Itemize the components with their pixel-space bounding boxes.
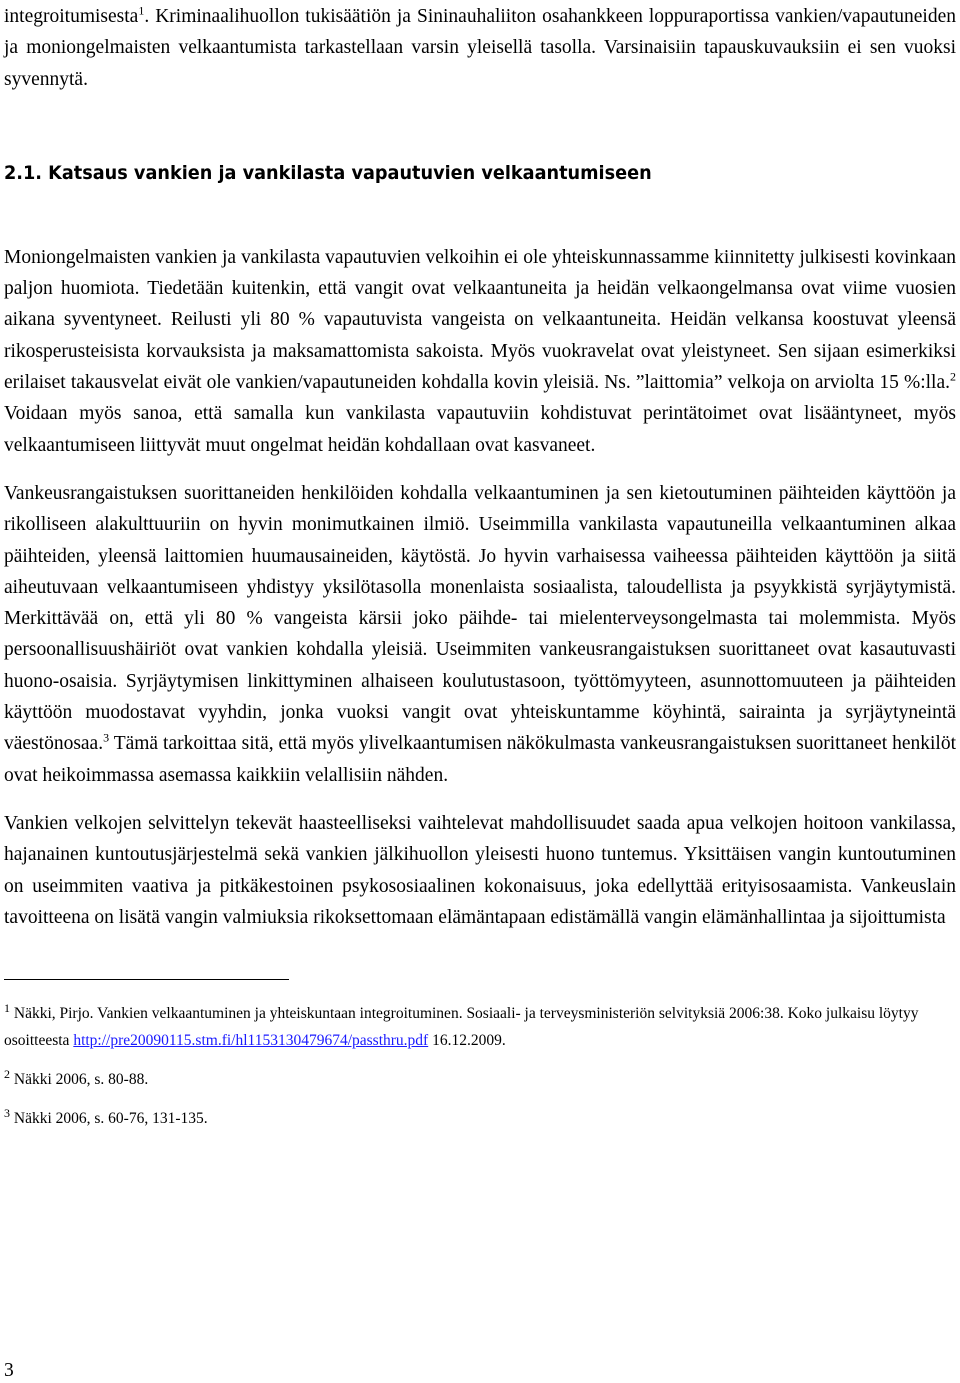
intro-paragraph bbox=[4, 1, 956, 95]
footnote-3-text: Näkki 2006, s. 60-76, 131-135. bbox=[10, 1110, 208, 1128]
document-page bbox=[4, 0, 956, 1132]
footnote-1 bbox=[4, 1000, 956, 1054]
footnote-1-link[interactable]: http://pre20090115.stm.fi/hl1153130479674/passthru.pdf bbox=[73, 1032, 429, 1050]
intro-text-end: . Kriminaalihuollon tukisäätiön ja Sininauhaliiton osahankkeen loppuraportissa vankien/vapautuneiden ja moniongelmaisten velkaantumista tarkastellaan varsin yleisellä tasolla. Varsinaisiin tapauskuvauksiin ei sen vuoksi syvennytä. bbox=[4, 6, 956, 90]
footnote-1-text: Näkki, Pirjo. Vankien velkaantuminen ja yhteiskuntaan integroituminen. Sosiaali- ja terveysministeriön selvityksiä 2006:38. Koko julkaisu löytyy osoitteesta bbox=[4, 1005, 919, 1050]
footnote-number: 1 bbox=[4, 1000, 10, 1015]
intro-text-start: integroitumisesta bbox=[4, 6, 139, 27]
footnote-ref-2[interactable]: 2 bbox=[950, 369, 956, 384]
page-number: 3 bbox=[4, 1360, 14, 1381]
paragraph-1-text-start: Moniongelmaisten vankien ja vankilasta vapautuvien velkoihin ei ole yhteiskunnassamme kiinnitetty julkisesti kovinkaan paljon huomiota. Tiedetään kuitenkin, että vangit ovat velkaantuneita ja heidän velkaongelmansa ovat viime vuosien aikana syventyneet. Reilusti yli 80 % vapautuvista vangeista on velkaantuneita. Heidän velkansa koostuvat yleensä rikosperusteisista korvauksista ja maksamattomista sakoista. Myös vuokravelat ovat yleistyneet. Sen sijaan esimerkiksi erilaiset takausvelat eivät ole vankien/vapautuneiden kohdalla kovin yleisiä. Ns. ”laittomia” velkoja on arviolta 15 %:lla. bbox=[4, 246, 956, 394]
paragraph-2-text-end: Tämä tarkoittaa sitä, että myös ylivelkaantumisen näkökulmasta vankeusrangaistuksen suorittaneet henkilöt ovat heikoimmassa asemassa kaikkiin velallisiin nähden. bbox=[4, 733, 956, 786]
footnote-1-date: 16.12.2009. bbox=[428, 1032, 506, 1050]
section-heading: 2.1. Katsaus vankien ja vankilasta vapautuvien velkaantumiseen bbox=[4, 161, 652, 184]
body-paragraph-3: Vankien velkojen selvittelyn tekevät haasteelliseksi vaihtelevat mahdollisuudet saada apua velkojen hoitoon vankilassa, hajanainen kuntoutusjärjestelmä sekä vankien jälkihuollon yleisesti huono tuntemus. Yksittäisen vangin kuntoutuminen on useimmiten vaativa ja pitkäkestoinen psykososiaalinen kokonaisuus, joka edellyttää erityisosaamista. Vankeuslain tavoitteena on lisätä vangin valmiuksia rikoksettomaan elämäntapaan edistämällä vangin elämänhallintaa ja sijoittumista bbox=[4, 812, 956, 928]
footnote-2-text: Näkki 2006, s. 80-88. bbox=[10, 1071, 149, 1089]
body-paragraph-1 bbox=[4, 242, 956, 461]
footnote-ref-1[interactable]: 1 bbox=[138, 3, 145, 18]
footnote-number: 3 bbox=[4, 1105, 10, 1120]
paragraph-2-text-start: Vankeusrangaistuksen suorittaneiden henkilöiden kohdalla velkaantuminen ja sen kietoutuminen päihteiden käyttöön ja rikolliseen alakulttuuriin on hyvin monimutkainen ilmiö. Useimmilla vankilasta vapautuneilla velkaantuminen alkaa päihteiden, yleensä laittomien huumausaineiden, käytöstä. Jo hyvin varhaisessa vaiheessa päihteiden käyttöön ja siitä aiheutuvaan velkaantumiseen yhdistyy yksilötasolla monenlaista sosiaalista, taloudellista ja psyykkistä syrjäytymistä. Merkittävää on, että yli 80 % vangeista kärsii joko päihde- tai mielenterveysongelmasta tai molemmista. Myös persoonallisuushäiriöt ovat vankien kohdalla yleisiä. Useimmiten vankeusrangaistuksen suorittaneet ovat kasautuvasti huono-osaisia. Syrjäytymisen linkittyminen alhaiseen koulutustasoon, työttömyyteen, asunnottomuuteen ja päihteiden käyttöön muodostavat vyyhdin, jonka vuoksi vangit ovat yhteiskuntamme köyhintä, sairainta ja syrjäytyneintä väestönosaa. bbox=[4, 482, 956, 755]
paragraph-1-text-end: Voidaan myös sanoa, että samalla kun vankilasta vapautuviin kohdistuvat perintätoimet ovat lisääntyneet, myös velkaantumiseen liittyvät muut ongelmat heidän kohdallaan ovat kasvaneet. bbox=[4, 403, 956, 456]
footnote-3 bbox=[4, 1105, 956, 1132]
footnotes bbox=[4, 1000, 956, 1132]
footnote-2 bbox=[4, 1066, 956, 1093]
body-paragraph-2 bbox=[4, 478, 956, 791]
footnote-separator bbox=[4, 979, 289, 980]
footnote-number: 2 bbox=[4, 1066, 10, 1081]
footnote-ref-3[interactable]: 3 bbox=[103, 730, 110, 745]
